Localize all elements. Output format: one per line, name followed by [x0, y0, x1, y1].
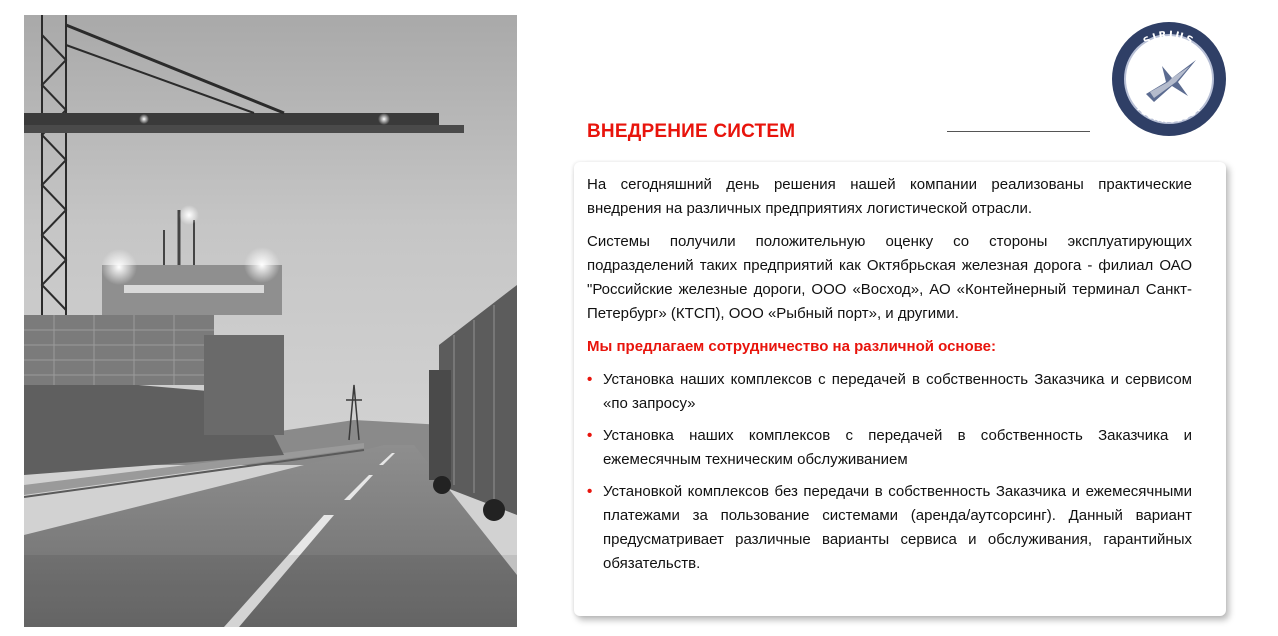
- logo-bottom-text: TECHNOLOGY: [1133, 102, 1205, 126]
- title-divider: [947, 131, 1090, 132]
- clients-paragraph: Системы получили положительную оценку со стороны эксплуатирующих подразделений таких предприятий как Октябрьская железная дорога - филиал ОАО "Российские железные дороги, ООО «Восход», АО «Контейнерный терминал Санкт-Петербург» (КТСП), ООО «Рыбный порт», и другими.: [587, 233, 1192, 322]
- bullet-icon: •: [587, 427, 593, 444]
- list-item: [587, 424, 1192, 472]
- list-item: [587, 368, 1192, 416]
- photo-illustration: [24, 15, 517, 627]
- logo-top-text: SIRIUS: [1141, 29, 1197, 48]
- intro-paragraph: На сегодняшний день решения нашей компании реализованы практические внедрения на различных предприятиях логистической отрасли.: [587, 176, 1192, 217]
- offer-list: [587, 368, 1192, 576]
- sirius-technology-logo: [1110, 20, 1228, 138]
- section-title: ВНЕДРЕНИЕ СИСТЕМ: [587, 121, 796, 142]
- list-item-text: Установкой комплексов без передачи в собственность Заказчика и ежемесячными платежами за пользование системами (аренда/аутсорсинг). Данный вариант предусматривает различные варианты сервиса и обслуживания, гарантийных обязательств.: [603, 483, 1192, 572]
- list-item-text: Установка наших комплексов с передачей в собственность Заказчика и сервисом «по запросу»: [603, 371, 1192, 412]
- card-body: [587, 173, 1192, 584]
- port-highway-photo: [24, 15, 517, 627]
- offer-heading: Мы предлагаем сотрудничество на различной основе:: [587, 338, 997, 355]
- bullet-icon: •: [587, 483, 593, 500]
- list-item: [587, 480, 1192, 576]
- list-item-text: Установка наших комплексов с передачей в собственность Заказчика и ежемесячным техническим обслуживанием: [603, 427, 1192, 468]
- content-card: [574, 162, 1226, 616]
- bullet-icon: •: [587, 371, 593, 388]
